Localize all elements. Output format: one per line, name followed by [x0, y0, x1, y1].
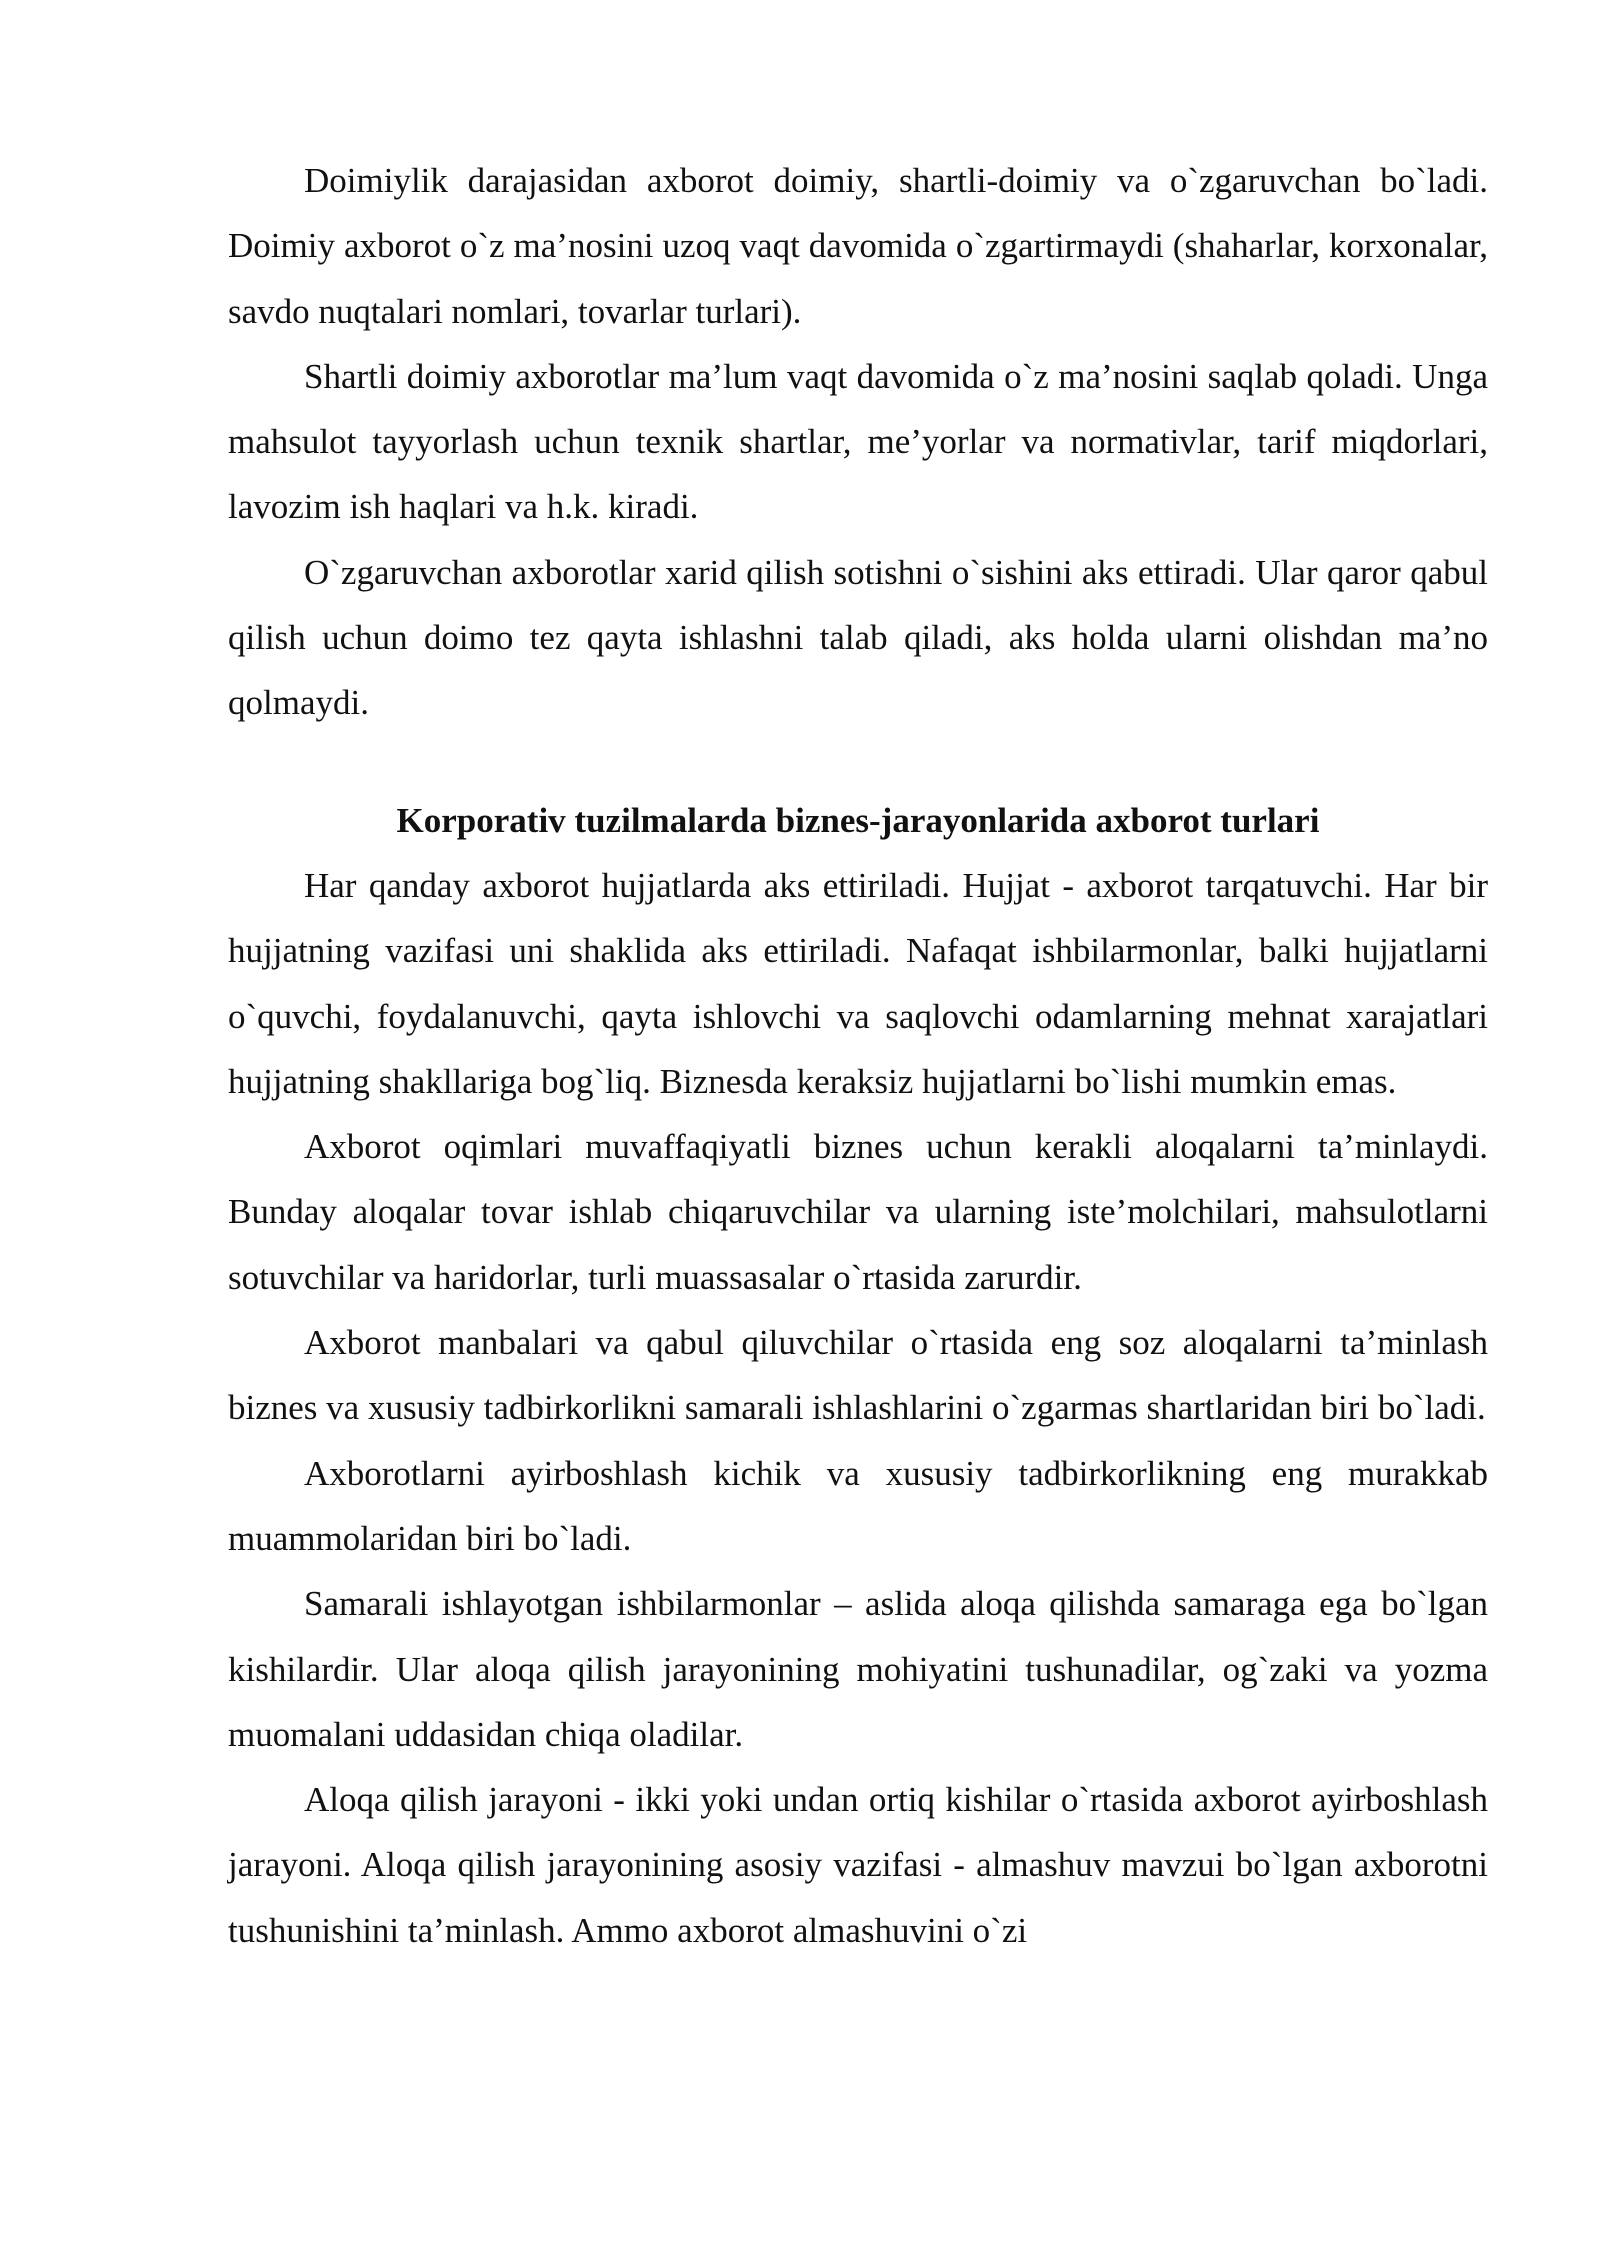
paragraph: Har qanday axborot hujjatlarda aks ettiriladi. Hujjat - axborot tarqatuvchi. Har bir hujjatning vazifasi uni shaklida aks ettiriladi. Nafaqat ishbilarmonlar, balki hujjatlarni o`quvchi, foydalanuvchi, qayta ishlovchi va saqlovchi odamlarning mehnat xarajatlari hujjatning shakllariga bog`liq. Biznesda keraksiz hujjatlarni bo`lishi mumkin emas.	[228, 865, 1488, 1101]
section-heading: Korporativ tuzilmalarda biznes-jarayonlarida axborot turlari	[396, 800, 1320, 840]
paragraph: Axborotlarni ayirboshlash kichik va xususiy tadbirkorlikning eng murakkab muammolaridan biri bo`ladi.	[228, 1453, 1488, 1558]
paragraph: O`zgaruvchan axborotlar xarid qilish sotishni o`sishini aks ettiradi. Ular qaror qabul qilish uchun doimo tez qayta ishlashni talab qiladi, aks holda ularni olishdan ma’no qolmaydi.	[228, 552, 1488, 723]
paragraph: Axborot oqimlari muvaffaqiyatli biznes uchun kerakli aloqalarni ta’minlaydi. Bunday aloqalar tovar ishlab chiqaruvchilar va ularning iste’molchilari, mahsulotlarni sotuvchilar va haridorlar, turli muassasalar o`rtasida zarurdir.	[228, 1127, 1488, 1297]
paragraph: Shartli doimiy axborotlar ma’lum vaqt davomida o`z ma’nosini saqlab qoladi. Unga mahsulot tayyorlash uchun texnik shartlar, me’yorlar va normativlar, tarif miqdorlari, lavozim ish haqlari va h.k. kiradi.	[228, 356, 1488, 527]
paragraph: Aloqa qilish jarayoni - ikki yoki undan ortiq kishilar o`rtasida axborot ayirboshlash jarayoni. Aloqa qilish jarayonining asosiy vazifasi - almashuv mavzui bo`lgan axborotni tushunishini ta’minlash. Ammo axborot almashuvini o`zi	[228, 1780, 1488, 1950]
paragraph: Samarali ishlayotgan ishbilarmonlar – aslida aloqa qilishda samaraga ega bo`lgan kishilardir. Ular aloqa qilish jarayonining mohiyatini tushunadilar, og`zaki va yozma muomalani uddasidan chiqa oladilar.	[228, 1584, 1488, 1754]
paragraph: Axborot manbalari va qabul qiluvchilar o`rtasida eng soz aloqalarni ta’minlash biznes va xususiy tadbirkorlikni samarali ishlashlarini o`zgarmas shartlaridan biri bo`ladi.	[228, 1323, 1488, 1428]
paragraph: Doimiylik darajasidan axborot doimiy, shartli-doimiy va o`zgaruvchan bo`ladi. Doimiy axborot o`z ma’nosini uzoq vaqt davomida o`zgartirmaydi (shaharlar, korxonalar, savdo nuqtalari nomlari, tovarlar turlari).	[228, 161, 1488, 331]
document-page	[228, 148, 1488, 1963]
